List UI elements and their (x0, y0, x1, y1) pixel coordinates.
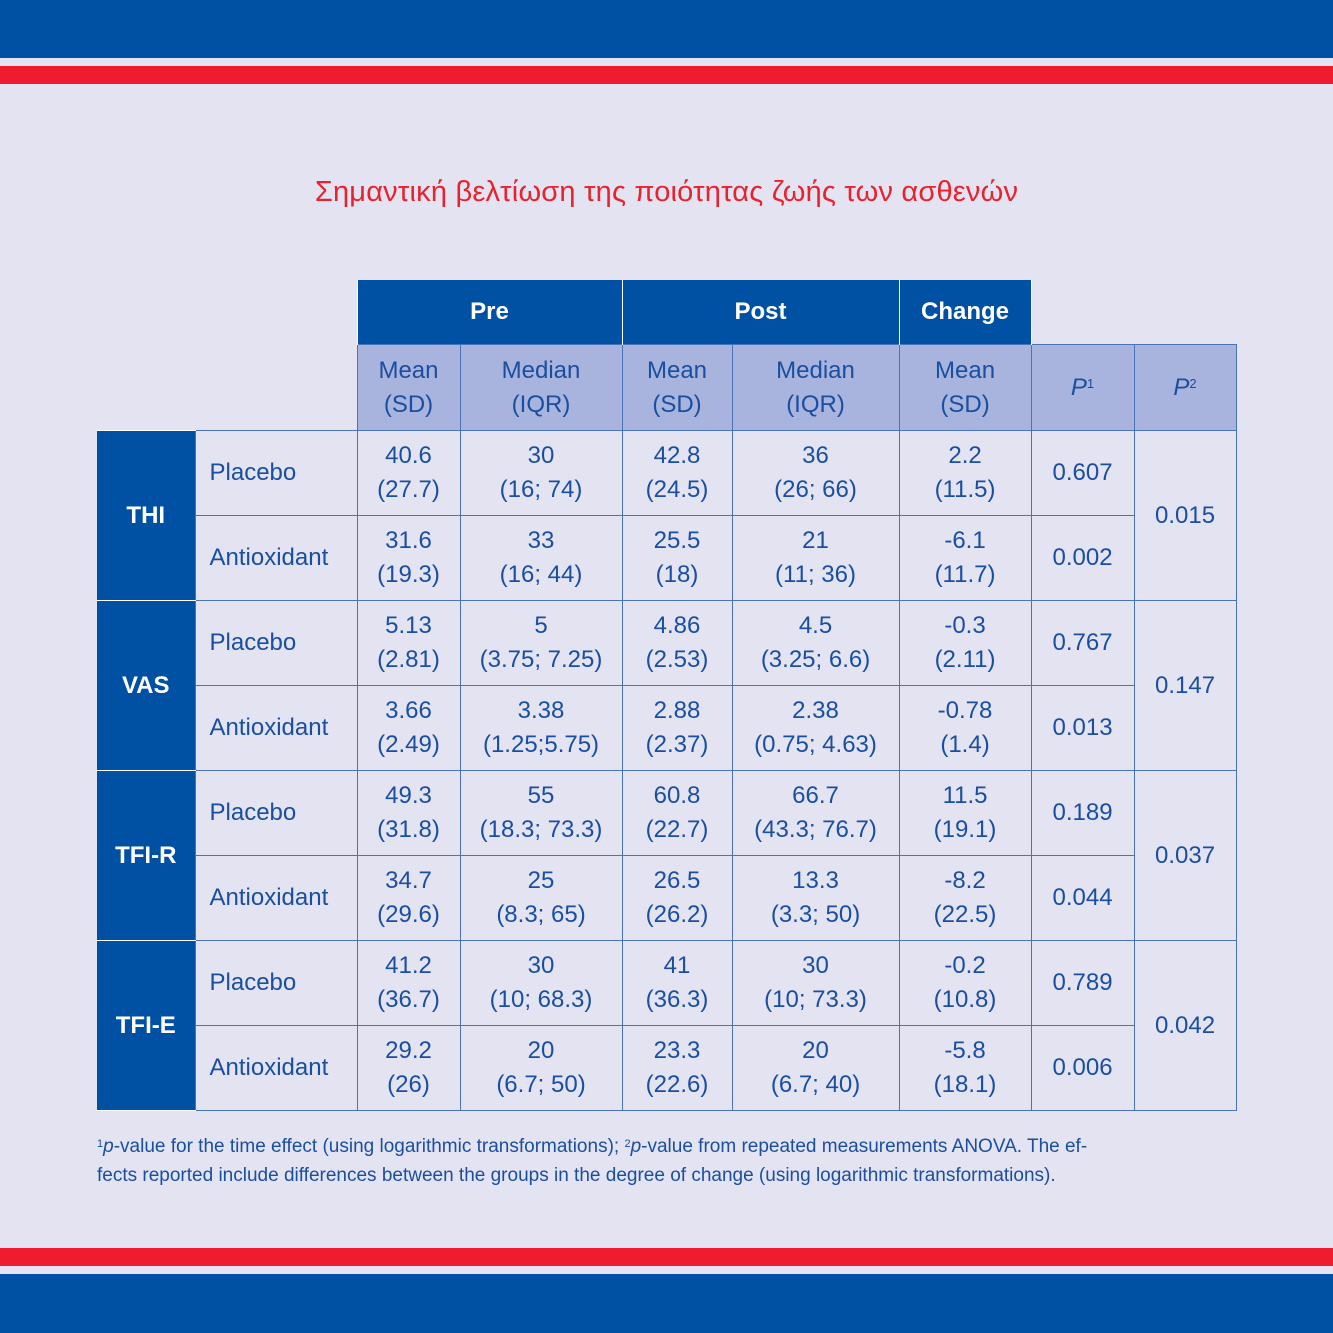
footnote-text2: -value from repeated measurements ANOVA. The ef- (641, 1136, 1088, 1157)
value-cell (357, 686, 460, 771)
value-main: 2.38 (792, 697, 839, 724)
value-spread: (36.3) (645, 986, 709, 1013)
subheader-stat: (IQR) (511, 390, 571, 418)
header-change: Change (899, 280, 1031, 345)
p2-sup: 2 (1189, 375, 1197, 391)
subheader-label: Median (776, 356, 855, 384)
value-cell (732, 1026, 899, 1111)
value-main: 30 (527, 442, 555, 469)
subheader-pre-mean (357, 345, 460, 431)
value-cell (622, 941, 732, 1026)
bottom-red-stripe (0, 1248, 1333, 1266)
p1-value: 0.767 (1031, 601, 1134, 686)
value-cell (460, 856, 622, 941)
page-title: Σημαντική βελτίωση της ποιότητας ζωής των ασθενών (314, 176, 1019, 208)
value-spread: (2.81) (377, 646, 440, 673)
footnote (97, 1132, 1237, 1190)
value-main: 33 (527, 527, 555, 554)
value-cell (899, 771, 1031, 856)
p2-label: P (1173, 373, 1190, 401)
value-cell (357, 856, 460, 941)
value-spread: (16; 44) (499, 561, 583, 588)
table-row (97, 431, 1236, 516)
group-header-row (97, 280, 1236, 345)
subheader-label: Mean (935, 356, 996, 384)
value-cell (460, 941, 622, 1026)
value-main: 13.3 (792, 867, 839, 894)
subheader-post-median (732, 345, 899, 431)
subheader-post-mean (622, 345, 732, 431)
value-main: -0.78 (937, 697, 993, 724)
value-main: 5 (534, 612, 548, 639)
value-cell (460, 516, 622, 601)
p1-value: 0.006 (1031, 1026, 1134, 1111)
table-row (97, 686, 1236, 771)
value-spread: (6.7; 50) (496, 1071, 586, 1098)
value-main: 30 (527, 952, 555, 979)
measure-label: THI (97, 431, 195, 601)
subheader-pre-median (460, 345, 622, 431)
measure-label: TFI-R (97, 771, 195, 941)
bottom-blue-band (0, 1274, 1333, 1333)
p1-sup: 1 (1086, 375, 1095, 391)
value-cell (732, 686, 899, 771)
value-main: -0.2 (944, 952, 986, 979)
value-main: 49.3 (385, 782, 432, 809)
value-cell (732, 431, 899, 516)
value-cell (460, 431, 622, 516)
footnote-sup2: 2 (624, 1138, 631, 1150)
subheader-stat: (SD) (383, 390, 434, 418)
measure-label: VAS (97, 601, 195, 771)
value-cell (622, 856, 732, 941)
value-cell (899, 431, 1031, 516)
value-spread: (2.53) (645, 646, 709, 673)
value-spread: (26) (387, 1071, 430, 1098)
value-spread: (2.37) (645, 731, 709, 758)
table-row (97, 941, 1236, 1026)
value-cell (357, 516, 460, 601)
value-spread: (1.25;5.75) (482, 731, 600, 758)
footnote-p2: p (630, 1136, 642, 1157)
value-spread: (3.25; 6.6) (760, 646, 871, 673)
value-main: 11.5 (942, 782, 988, 809)
value-cell (357, 601, 460, 686)
value-spread: (11; 36) (775, 561, 856, 588)
subheader-label: Median (501, 356, 581, 384)
value-spread: (22.7) (645, 816, 709, 843)
value-spread: (18.1) (933, 1071, 997, 1098)
value-spread: (8.3; 65) (496, 901, 586, 928)
value-spread: (10; 73.3) (764, 986, 867, 1013)
value-cell (732, 941, 899, 1026)
value-main: 2.2 (948, 442, 982, 469)
value-spread: (1.4) (940, 731, 990, 758)
value-main: 55 (527, 782, 555, 809)
value-cell (622, 1026, 732, 1111)
value-spread: (2.49) (377, 731, 440, 758)
value-cell (460, 1026, 622, 1111)
group-name: Antioxidant (195, 686, 357, 771)
p1-value: 0.002 (1031, 516, 1134, 601)
value-cell (899, 1026, 1031, 1111)
p2-value: 0.147 (1134, 601, 1236, 771)
value-spread: (3.75; 7.25) (479, 646, 603, 673)
value-main: 41 (663, 952, 691, 979)
table-row (97, 771, 1236, 856)
value-main: 36 (802, 442, 829, 469)
value-cell (732, 516, 899, 601)
value-cell (357, 771, 460, 856)
group-name: Antioxidant (195, 1026, 357, 1111)
group-name: Placebo (195, 771, 357, 856)
value-spread: (2.11) (934, 646, 996, 673)
p1-value: 0.789 (1031, 941, 1134, 1026)
value-main: 3.66 (385, 697, 432, 724)
subheader-p1 (1031, 345, 1134, 431)
value-cell (357, 431, 460, 516)
value-spread: (22.6) (645, 1071, 709, 1098)
value-main: 66.7 (792, 782, 839, 809)
value-main: 4.5 (798, 612, 833, 639)
p2-value: 0.015 (1134, 431, 1236, 601)
value-cell (732, 771, 899, 856)
value-cell (899, 941, 1031, 1026)
value-cell (732, 601, 899, 686)
value-spread: (10; 68.3) (489, 986, 593, 1013)
value-cell (899, 601, 1031, 686)
value-main: 41.2 (385, 952, 432, 979)
value-spread: (16; 74) (499, 476, 583, 503)
value-spread: (36.7) (377, 986, 440, 1013)
value-main: 40.6 (385, 442, 432, 469)
value-spread: (0.75; 4.63) (754, 731, 877, 758)
value-main: 2.88 (653, 697, 701, 724)
value-cell (622, 431, 732, 516)
p2-value: 0.037 (1134, 771, 1236, 941)
subheader-blank (97, 345, 357, 431)
value-main: 26.5 (653, 867, 701, 894)
value-cell (899, 516, 1031, 601)
footnote-sup1: 1 (97, 1138, 104, 1150)
value-cell (732, 856, 899, 941)
value-cell (899, 856, 1031, 941)
value-spread: (18.3; 73.3) (479, 816, 603, 843)
footnote-p1: p (103, 1136, 114, 1157)
table-row (97, 601, 1236, 686)
value-spread: (19.1) (933, 816, 997, 843)
value-main: 42.8 (653, 442, 701, 469)
subheader-change-mean (899, 345, 1031, 431)
measure-label: TFI-E (97, 941, 195, 1111)
group-name: Placebo (195, 431, 357, 516)
group-name: Antioxidant (195, 516, 357, 601)
value-main: -5.8 (944, 1037, 986, 1064)
header-blank (97, 280, 357, 345)
value-spread: (31.8) (377, 816, 440, 843)
sub-header-row (97, 345, 1236, 431)
value-cell (460, 686, 622, 771)
value-main: -6.1 (944, 527, 986, 554)
value-main: 60.8 (653, 782, 701, 809)
subheader-label: Mean (378, 356, 439, 384)
subheader-label: Mean (646, 356, 708, 384)
p1-value: 0.044 (1031, 856, 1134, 941)
table-row (97, 1026, 1236, 1111)
value-spread: (26; 66) (774, 476, 857, 503)
value-cell (460, 601, 622, 686)
header-blank-right (1031, 280, 1236, 345)
value-cell (460, 771, 622, 856)
value-cell (622, 771, 732, 856)
value-spread: (24.5) (645, 476, 709, 503)
value-main: 25.5 (653, 527, 701, 554)
value-spread: (22.5) (933, 901, 997, 928)
value-main: 20 (802, 1037, 829, 1064)
value-cell (622, 686, 732, 771)
value-cell (622, 516, 732, 601)
value-main: 3.38 (517, 697, 565, 724)
value-main: 30 (802, 952, 829, 979)
results-table (97, 280, 1237, 1111)
p1-value: 0.607 (1031, 431, 1134, 516)
subheader-stat: (SD) (652, 390, 702, 418)
value-spread: (18) (655, 561, 699, 588)
value-cell (357, 1026, 460, 1111)
value-spread: (6.7; 40) (770, 1071, 861, 1098)
table-body (97, 431, 1236, 1111)
value-spread: (26.2) (645, 901, 709, 928)
group-name: Placebo (195, 601, 357, 686)
footnote-text1: -value for the time effect (using logarithmic transformations); (113, 1136, 625, 1157)
value-spread: (27.7) (377, 476, 440, 503)
value-spread: (10.8) (933, 986, 997, 1013)
p2-value: 0.042 (1134, 941, 1236, 1111)
value-spread: (29.6) (377, 901, 440, 928)
value-main: 29.2 (385, 1037, 432, 1064)
subheader-stat: (SD) (940, 390, 990, 418)
header-pre: Pre (357, 280, 622, 345)
value-spread: (3.3; 50) (770, 901, 861, 928)
value-main: 25 (527, 867, 555, 894)
value-spread: (19.3) (377, 561, 440, 588)
value-main: 4.86 (653, 612, 701, 639)
top-blue-band (0, 0, 1333, 58)
value-main: 23.3 (653, 1037, 701, 1064)
table-row (97, 516, 1236, 601)
value-spread: (43.3; 76.7) (754, 816, 877, 843)
value-main: 21 (802, 527, 829, 554)
p1-label: P (1070, 373, 1087, 401)
group-name: Placebo (195, 941, 357, 1026)
value-main: -8.2 (944, 867, 986, 894)
value-cell (357, 941, 460, 1026)
value-main: 31.6 (385, 527, 432, 554)
group-name: Antioxidant (195, 856, 357, 941)
table-row (97, 856, 1236, 941)
subheader-stat: (IQR) (786, 390, 845, 418)
value-main: 20 (527, 1037, 555, 1064)
value-cell (622, 601, 732, 686)
footnote-line2: fects reported include differences between the groups in the degree of change (using logarithmic transformations). (97, 1165, 1056, 1186)
p1-value: 0.013 (1031, 686, 1134, 771)
value-main: -0.3 (944, 612, 986, 639)
p1-value: 0.189 (1031, 771, 1134, 856)
subheader-p2 (1134, 345, 1236, 431)
top-red-stripe (0, 66, 1333, 84)
value-main: 34.7 (385, 867, 432, 894)
value-main: 5.13 (385, 612, 432, 639)
value-spread: (11.5) (934, 476, 996, 503)
value-spread: (11.7) (934, 561, 996, 588)
value-cell (899, 686, 1031, 771)
header-post: Post (622, 280, 899, 345)
